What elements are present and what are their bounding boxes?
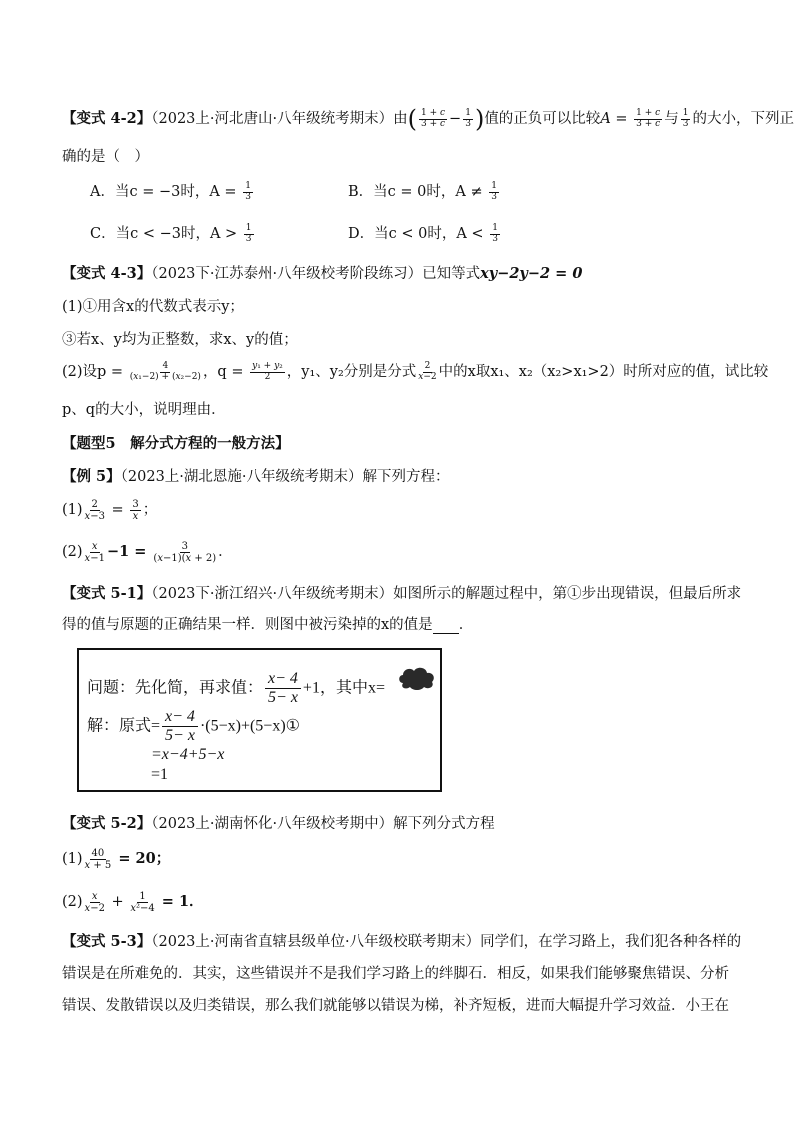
figure-solution: 解：原式= $\frac{x- 4}{5- x}$ ·(5−x)+(5−x)① <box>87 708 300 745</box>
ex5-eq2: (2) $\frac{x}{x-1}$ −1 = $\frac{3}{(x-1)(x + 2)}$ ． <box>62 540 233 564</box>
v42-line2: 确的是（ ） <box>62 149 149 165</box>
ex5-line1: 【例 5】（2023上·湖北恩施·八年级统考期末）解下列方程： <box>62 468 450 485</box>
figure-step2: =x−4+5−x <box>151 746 225 763</box>
v53-line3: 错误、发散错误以及归类错误，那么我们就能够以错误为梯，补齐短板，进而大幅提升学习效益．小王在 <box>62 998 729 1014</box>
v42-tail: 的大小，下列正 <box>692 111 794 127</box>
answer-blank[interactable] <box>433 619 459 634</box>
v42-mid: 值的正负可以比较 <box>484 111 601 127</box>
v52-line1: 【变式 5-2】（2023上·湖南怀化·八年级校考期中）解下列分式方程 <box>62 815 495 832</box>
v42-option-b[interactable]: B．当c = 0时，A ≠ $\frac{1}{3}$ <box>348 180 497 202</box>
v42-option-c[interactable]: C．当c < −3时，A > $\frac{1}{3}$ <box>90 222 252 244</box>
v43-tag: 【变式 4-3】 <box>62 265 152 282</box>
ex5-eq1: (1) $\frac{2}{x-3}$ = $\frac{3}{x}$ ； <box>62 498 158 522</box>
v43-q3: ③若x、y均为正整数，求x、y的值； <box>62 332 298 348</box>
v43-q2-end: p、q的大小，说明理由． <box>62 402 226 418</box>
v43-line1: 【变式 4-3】（2023下·江苏泰州·八年级校考阶段练习）已知等式xy−2y−2 = 0 <box>62 265 583 282</box>
v53-line1: 【变式 5-3】（2023上·河南省直辖县级单位·八年级校联考期末）同学们，在学习路上，我们犯各种各样的 <box>62 933 742 950</box>
figure-question: 问题：先化简，再求值： $\frac{x- 4}{5- x}$ +1，其中x= <box>87 670 385 707</box>
v53-line2: 错误是在所难免的．其实，这些错误并不是我们学习路上的绊脚石．相反，如果我们能够聚焦错误、分析 <box>62 966 729 982</box>
v42-line1: 【变式 4-2】（2023上·河北唐山·八年级统考期末）由( $\frac{1 + c}{3 + c}$ − $\frac{1}{3}$ )值的正负可以比较A = $\frac{1 + c}{3 + c}$ 与 $\frac{1}{3}$ 的大小，下列正 <box>62 105 794 133</box>
problem-figure <box>77 648 442 792</box>
v52-eq1: (1) $\frac{40}{x + 5}$ = 20； <box>62 847 171 871</box>
v52-eq2: (2) $\frac{x}{x-2}$ + $\frac{1}{\text{x²−4}}$ = 1． <box>62 890 204 914</box>
v43-q1: (1)①用含x的代数式表示y； <box>62 299 244 315</box>
v51-line1: 【变式 5-1】（2023下·浙江绍兴·八年级统考期末）如图所示的解题过程中，第①步出现错误，但最后所求 <box>62 585 742 602</box>
figure-step3: =1 <box>151 766 169 783</box>
ink-blot-icon <box>397 665 437 691</box>
v42-option-a[interactable]: A．当c = −3时，A = $\frac{1}{3}$ <box>90 180 251 202</box>
section-heading-5: 【题型5 解分式方程的一般方法】 <box>62 435 290 452</box>
v43-q2: (2)设p = $\frac{4}{\text{(x₁−2) + (x₂−2)}}$ ，q = $\frac{\text{y₁ + y₂}}{2}$ ，y₁、y₂分别是分式 $\frac{2}{x-2}$ 中的x取x₁、x₂（x₂>x₁>2）时所对应的值，试比较 <box>62 360 769 382</box>
v42-tag: 【变式 4-2】 <box>62 110 152 127</box>
v51-line2: 得的值与原题的正确结果一样．则图中被污染掉的x的值是 ． <box>62 617 474 633</box>
v42-source: （2023上·河北唐山·八年级统考期末）由 <box>151 111 408 127</box>
v42-option-d[interactable]: D．当c < 0时，A < $\frac{1}{3}$ <box>348 222 498 244</box>
